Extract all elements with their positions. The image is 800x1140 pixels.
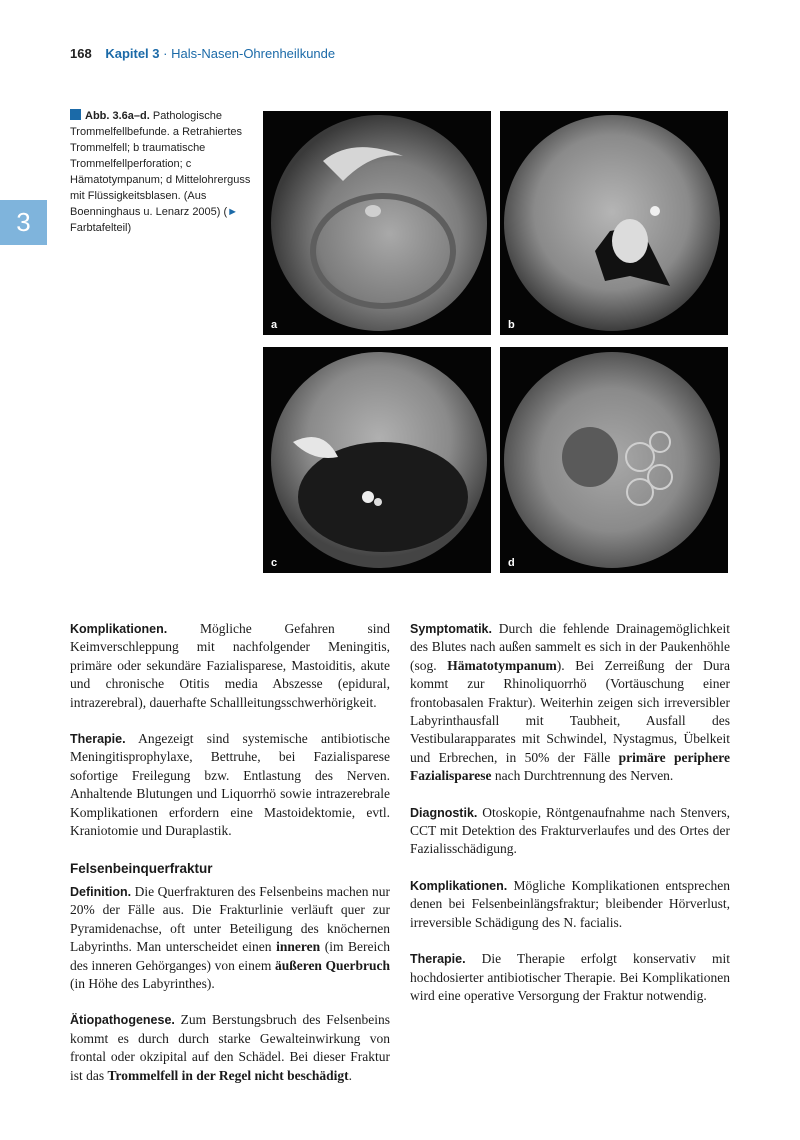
- paragraph-text: Die Therapie erfolgt konservativ mit hochdosierter antibiotischer Therapie. Bei Komplikationen wird eine operative Versorgung der Fraktur notwendig.: [410, 951, 730, 1003]
- paragraph-label: Therapie.: [410, 952, 466, 967]
- paragraph-text: Otoskopie, Röntgenaufnahme nach Stenvers, CCT mit Detektion des Frakturverlaufes und des Ortes der Fazialisschädigung.: [410, 804, 730, 857]
- chapter-separator: ·: [159, 46, 172, 61]
- paragraph-text: Die Querfrakturen des Felsenbeins machen nur 20% der Fälle aus. Die Frakturlinie verläuft quer zur Pyramidenachse, oft unter Beteiligung des knöchernen Labyrinths. Man unterscheidet einen: [70, 883, 390, 955]
- paragraph-komplikationen: [70, 620, 390, 712]
- bold-term: primäre periphere Fazialisparese: [410, 749, 730, 784]
- figure-panel-d: [500, 347, 728, 573]
- panel-label-d: d: [508, 557, 515, 569]
- figure-panel-b: [500, 111, 728, 335]
- paragraph-label: Symptomatik.: [410, 622, 492, 636]
- figure-panel-a: [263, 111, 491, 335]
- panel-label-a: a: [271, 319, 278, 331]
- figure-panel-c: [263, 347, 491, 573]
- paragraph-label: Diagnostik.: [410, 805, 478, 820]
- paragraph-text: (im Bereich des inneren Gehörganges) von einem: [70, 939, 390, 973]
- right-column: [410, 620, 730, 1023]
- paragraph-komplikationen-2: [410, 877, 730, 932]
- page-number: 168: [70, 46, 92, 61]
- arrow-icon: ►: [227, 206, 239, 218]
- figure-caption: [70, 108, 255, 236]
- running-header: [70, 46, 335, 61]
- paragraph-symptomatik: [410, 620, 730, 786]
- bold-term: inneren: [276, 939, 321, 955]
- bold-term: Hämatotympanum: [447, 657, 557, 673]
- otoscopy-image-d: [500, 347, 728, 573]
- paragraph-text: Angezeigt sind systemische antibiotische Meningitisprophylaxe, Bettruhe, bei Fazialisparese sofortige Freilegung bzw. Entlastung des Nerven. Anhaltende Blutungen und Liquorrhö sowie intrazerebrale Komplikationen erfordern eine Mastoidektomie, evtl. Kraniotomie und Duraplastik.: [70, 731, 390, 839]
- paragraph-text: Mögliche Komplikationen entsprechen denen bei Felsenbeinlängsfraktur; bleibender Hörverlust, irreversible Schädigung des N. facialis.: [410, 877, 730, 930]
- chapter-title: Hals-Nasen-Ohrenheilkunde: [171, 46, 336, 61]
- paragraph-text: Mögliche Gefahren sind Keimverschleppung mit nachfolgender Meningitis, primäre oder sekundäre Fazialisparese, Mastoiditis, akute und chronische Otitis media Abszesse (epidural, intrazerebral), dauerhafte Schallleitungsschwerhörigkeit.: [70, 621, 390, 710]
- paragraph-diagnostik: [410, 804, 730, 859]
- section-heading: Felsenbeinquerfraktur: [70, 861, 213, 877]
- paragraph-label: Komplikationen.: [410, 878, 508, 893]
- paragraph-therapie-2: [410, 950, 730, 1005]
- caption-id: Abb. 3.6a–d.: [85, 110, 150, 122]
- paragraph-label: Komplikationen.: [70, 622, 168, 636]
- figure-icon: [70, 109, 81, 120]
- paragraph-text: nach Durchtrennung des Nerven.: [491, 768, 674, 784]
- paragraph-label: Ätiopathogenese.: [70, 1013, 175, 1028]
- left-column: [70, 620, 390, 1103]
- paragraph-label: Therapie.: [70, 732, 126, 747]
- chapter-heading: [105, 46, 335, 61]
- paragraph-text: Durch die fehlende Drainagemöglichkeit des Blutes nach außen sammelt es sich in der Paukenhöhle (sog.: [410, 621, 730, 673]
- paragraph-label: Definition.: [70, 884, 132, 899]
- caption-link[interactable]: Farbtafelteil): [70, 222, 132, 234]
- paragraph-text: (in Höhe des Labyrinthes).: [70, 975, 215, 991]
- panel-label-c: c: [271, 557, 278, 569]
- bold-term: äußeren Querbruch: [274, 957, 390, 973]
- otoscopy-image-a: [263, 111, 491, 335]
- chapter-tab: 3: [0, 200, 47, 245]
- paragraph-therapie: [70, 730, 390, 840]
- otoscopy-image-c: [263, 347, 491, 573]
- otoscopy-image-b: [500, 111, 728, 335]
- paragraph-text: Zum Berstungsbruch des Felsenbeins kommt es durch durch starke Gewalteinwirkung von frontal oder okzipital auf den Schädel. Bei dieser Fraktur ist das: [70, 1012, 390, 1083]
- bold-term: Trommelfell in der Regel nicht beschädigt: [107, 1067, 349, 1083]
- panel-label-b: b: [508, 319, 515, 331]
- paragraph-definition: [70, 883, 390, 993]
- chapter-label: Kapitel 3: [105, 46, 160, 61]
- caption-text: Pathologische Trommelfellbefunde. a Retrahiertes Trommelfell; b traumatische Trommelfellperforation; c Hämatotympanum; d Mittelohrerguss mit Flüssigkeitsblasen. (Aus Boenninghaus u. Lenarz 2005) (: [70, 110, 251, 218]
- paragraph-text: ). Bei Zerreißung der Dura kommt zur Rhinoliquorrhö (Vortäuschung einer frontobasalen Fraktur). Weiterhin zeigen sich irreversibler Labyrinthausfall mit Taubheit, Ausfall des Vestibularapparates mit Schwindel, Nystagmus, Übelkeit und Erbrechen, in 50% der Fälle: [410, 657, 730, 765]
- paragraph-text: .: [348, 1067, 352, 1083]
- paragraph-aetiopathogenese: [70, 1011, 390, 1085]
